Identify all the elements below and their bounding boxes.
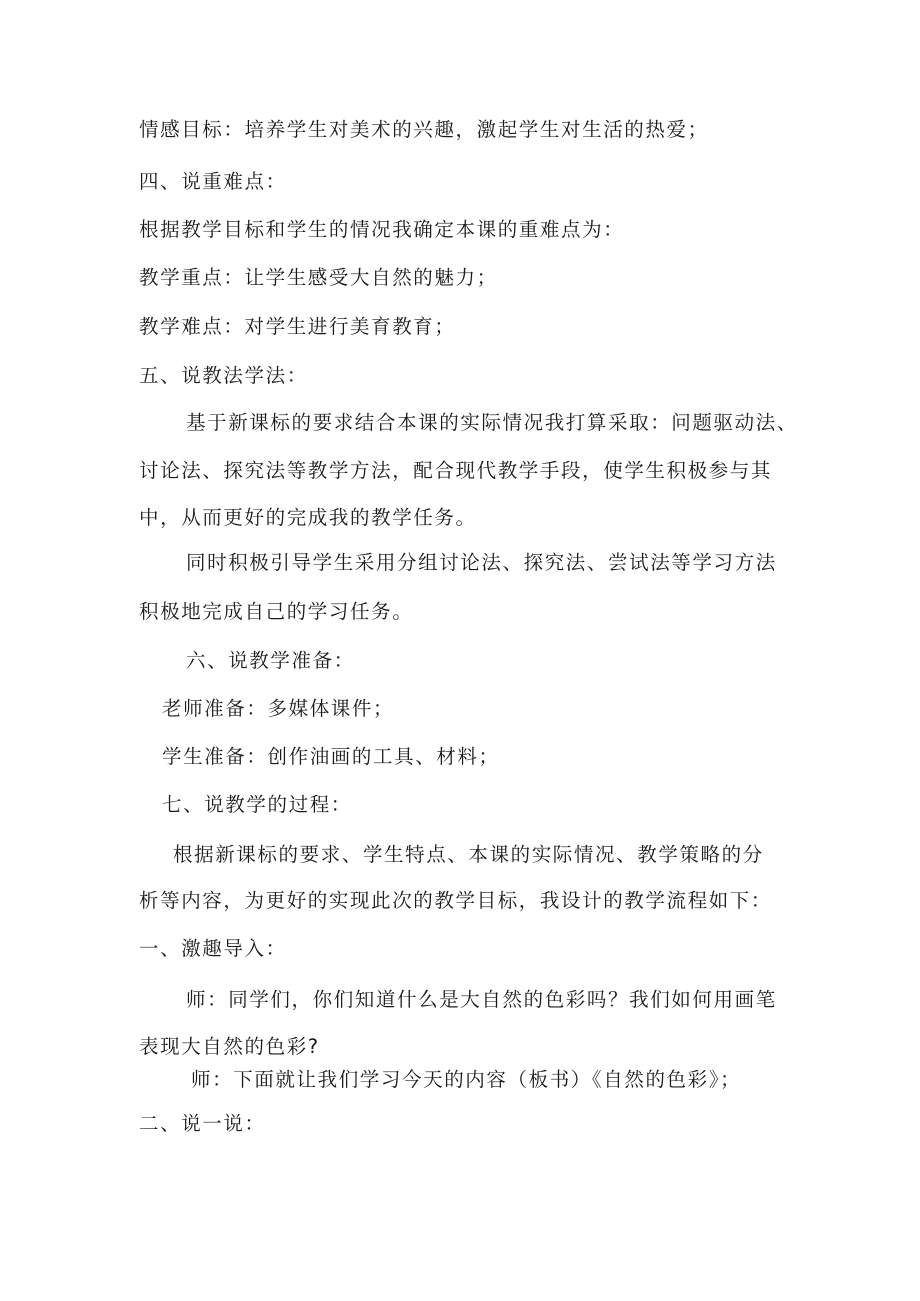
heading-teaching-process: 七、说教学的过程： [162, 793, 352, 816]
paragraph-emotion-goal: 情感目标：培养学生对美术的兴趣，激起学生对生活的热爱； [139, 118, 709, 141]
heading-key-difficult-points: 四、说重难点： [139, 170, 287, 193]
heading-interest-intro: 一、激趣导入： [139, 937, 287, 960]
paragraph-methods-line-3: 中，从而更好的完成我的教学任务。 [139, 506, 477, 529]
paragraph-teacher-preparation: 老师准备：多媒体课件； [162, 697, 395, 720]
paragraph-student-preparation: 学生准备：创作油画的工具、材料； [162, 745, 500, 768]
heading-teaching-methods: 五、说教法学法： [139, 364, 308, 387]
paragraph-teaching-focus: 教学重点：让学生感受大自然的魅力； [139, 266, 498, 289]
paragraph-methods-line-1: 基于新课标的要求结合本课的实际情况我打算采取：问题驱动法、 [186, 411, 798, 434]
paragraph-teacher-board-writing: 师：下面就让我们学习今天的内容（板书）《自然的色彩》； [191, 1068, 742, 1091]
heading-say-it: 二、说一说： [139, 1112, 266, 1135]
paragraph-learning-line-2: 积极地完成自己的学习任务。 [139, 600, 414, 623]
paragraph-teaching-difficulty: 教学难点：对学生进行美育教育； [139, 315, 456, 338]
paragraph-process-line-1: 根据新课标的要求、学生特点、本课的实际情况、教学策略的分 [173, 843, 764, 866]
paragraph-methods-line-2: 讨论法、探究法等教学方法，配合现代教学手段，使学生积极参与其 [139, 459, 773, 482]
paragraph-key-points-intro: 根据教学目标和学生的情况我确定本课的重难点为： [139, 218, 625, 241]
paragraph-learning-line-1: 同时积极引导学生采用分组讨论法、探究法、尝试法等学习方法 [186, 551, 777, 574]
paragraph-teacher-question-line-2: 表现大自然的色彩? [139, 1035, 320, 1058]
paragraph-process-line-2: 析等内容，为更好的实现此次的教学目标，我设计的教学流程如下： [139, 889, 773, 912]
heading-teaching-preparation: 六、说教学准备： [186, 649, 355, 672]
paragraph-teacher-question-line-1: 师：同学们，你们知道什么是大自然的色彩吗？我们如何用画笔 [186, 988, 777, 1011]
